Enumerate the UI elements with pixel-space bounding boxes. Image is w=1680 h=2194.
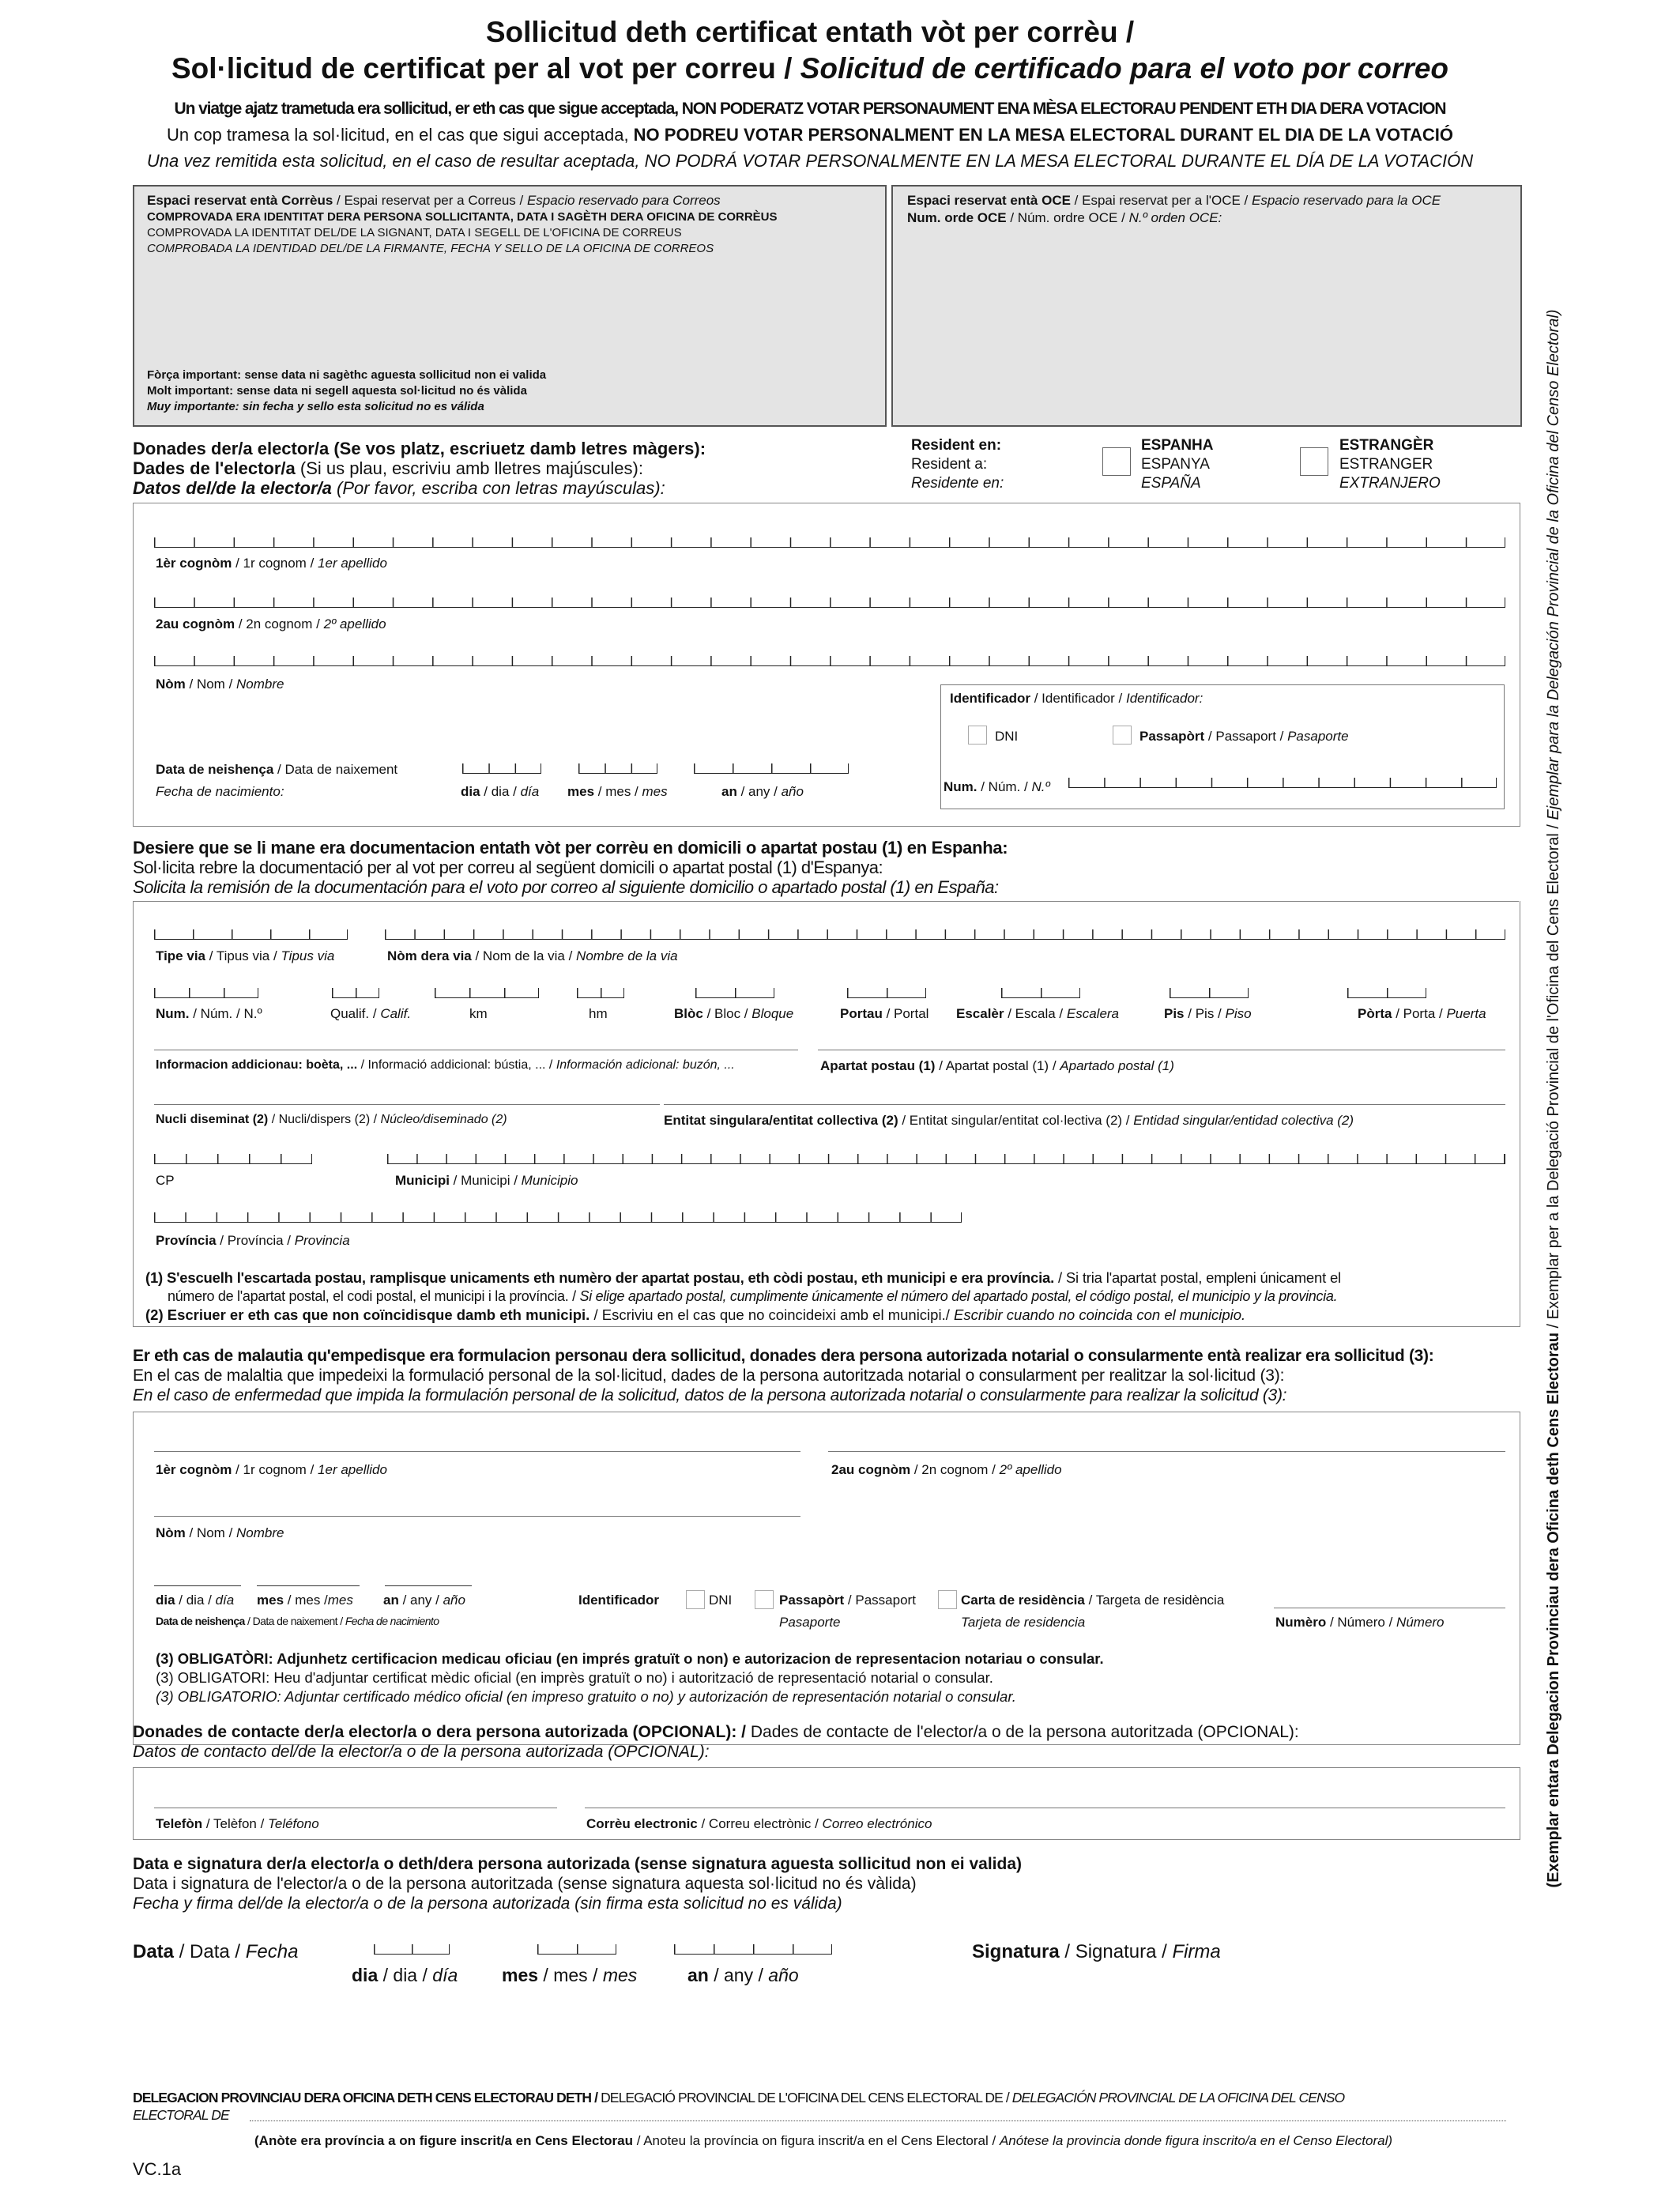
km-label: km bbox=[469, 1006, 488, 1021]
auth-surname1-label: 1èr cognòm / 1r cognom / 1er apellido bbox=[156, 1462, 387, 1477]
signature-heading-oc: Data e signatura der/a elector/a o deth/dera persona autorizada (sense signatura aguesta sollicitud non ei valida) bbox=[133, 1855, 1022, 1873]
entity-label: Entitat singulara/entitat collectiva (2) / Entitat singular/entitat col·lectiva (2) / Entidad singular/entidad colectiva (2) bbox=[664, 1113, 1354, 1128]
auth-dni-checkbox[interactable] bbox=[686, 1590, 705, 1609]
auth-dni-label: DNI bbox=[709, 1593, 733, 1608]
signature-heading-ca: Data i signatura de l'elector/a o de la persona autoritzada (sense signatura aquesta sol·licitud no és vàlida) bbox=[133, 1875, 917, 1893]
warning-es: Una vez remitida esta solicitud, en el caso de resultar aceptada, NO PODRÁ VOTAR PERSONALMENTE EN LA MESA ELECTORAL DURANTE EL DÍA DE LA VOTACIÓN bbox=[146, 151, 1474, 171]
id-dni-checkbox[interactable] bbox=[968, 726, 987, 745]
address-heading-es: Solicita la remisión de la documentación para el voto por correo al siguiente domicilio o apartado postal (1) en España: bbox=[133, 877, 999, 897]
dob-year-label: an / any / año bbox=[721, 784, 804, 799]
warning-oc: Un viatge ajatz trametuda era sollicitud, er eth cas que sigue acceptada, NON PODERATZ VOTAR PERSONAUMENT ENA MÈSA ELECTORAU PENDENT ETH DIA DERA VOTACION bbox=[174, 100, 1446, 118]
auth-id-number-label: Numèro / Número / Número bbox=[1275, 1615, 1445, 1630]
dob-day-label: dia / dia / día bbox=[461, 784, 540, 799]
resident-abroad-label: ESTRANGÈR ESTRANGER EXTRANJERO bbox=[1339, 437, 1441, 492]
auth-dob-label: Data de neishença / Data de naixement / Fecha de nacimiento bbox=[156, 1615, 439, 1627]
auth-name-label: Nòm / Nom / Nombre bbox=[156, 1525, 284, 1540]
auth-surname2-label: 2au cognòm / 2n cognom / 2º apellido bbox=[831, 1462, 1062, 1477]
auth-identifier-label: Identificador bbox=[578, 1593, 660, 1608]
side-copy-note: (Exemplar entara Delegacion Provinciau dera Oficina deth Cens Electorau / Exemplar per a la Delegació Provincial de l'Oficina del Cens Electoral / Ejemplar para la Delegación Provincial de la Oficina del Censo Electoral) bbox=[1545, 309, 1562, 1888]
form-code: VC.1a bbox=[133, 2159, 182, 2179]
floor-label: Pis / Pis / Piso bbox=[1164, 1006, 1252, 1021]
warning-ca: Un cop tramesa la sol·licitud, en el cas que sigui acceptada, NO PODREU VOTAR PERSONALMENT EN LA MESA ELECTORAL DURANT EL DIA DE LA VOTACIÓ bbox=[167, 125, 1453, 145]
auth-heading-ca: En el cas de malaltia que impedeixi la formulació personal de la sol·licitud, dades de la persona autoritzada notarial o consularment per realitzar la sol·licitud (3): bbox=[133, 1367, 1285, 1385]
obligatory-note-es: (3) OBLIGATORIO: Adjuntar certificado médico oficial (en impreso gratuito o no) y autorización de representación notarial o consular. bbox=[156, 1688, 1016, 1705]
form-title-line2: Sol·licitud de certificat per al vot per correu / Solicitud de certificado para el voto por correo bbox=[171, 52, 1449, 85]
footer-province-note: (Anòte era província a on figure inscrit/a en Cens Electorau / Anoteu la província on figura inscrit/a en el Cens Electoral / Anótese la provincia donde figura inscrito/a en el Censo Electoral) bbox=[254, 2133, 1393, 2148]
oce-box-header: Espaci reservat entà OCE / Espai reservat per a l'OCE / Espacio reservado para la OCE bbox=[907, 193, 1441, 208]
signature-label: Signatura / Signatura / Firma bbox=[972, 1941, 1221, 1962]
id-passport-label: Passapòrt / Passaport / Pasaporte bbox=[1139, 729, 1349, 744]
sign-day-label: dia / dia / día bbox=[352, 1965, 458, 1985]
correus-box-l2: COMPROVADA LA IDENTITAT DEL/DE LA SIGNANT, DATA I SEGELL DE L'OFICINA DE CORREUS bbox=[147, 226, 682, 239]
elector-surname2-field[interactable] bbox=[154, 591, 1505, 608]
address-box-sides bbox=[133, 901, 1520, 1327]
elector-surname2-label: 2au cognòm / 2n cognom / 2º apellido bbox=[156, 616, 386, 631]
municipality-label: Municipi / Municipi / Municipio bbox=[395, 1173, 578, 1188]
email-label: Corrèu electronic / Correu electrònic / Correo electrónico bbox=[586, 1816, 932, 1831]
auth-passport-checkbox[interactable] bbox=[755, 1590, 774, 1609]
elector-heading-oc: Donades der/a elector/a (Se vos platz, escriuetz damb letres màgers): bbox=[133, 439, 706, 458]
province-label: Província / Província / Provincia bbox=[156, 1233, 350, 1248]
street-number-label: Num. / Núm. / N.º bbox=[156, 1006, 262, 1021]
footer-delegation-cont: ELECTORAL DE bbox=[133, 2107, 229, 2123]
hm-label: hm bbox=[589, 1006, 608, 1021]
sign-year-label: an / any / año bbox=[687, 1965, 799, 1985]
dob-month-label: mes / mes / mes bbox=[567, 784, 668, 799]
po-box-label: Apartat postau (1) / Apartat postal (1) / Apartado postal (1) bbox=[820, 1058, 1174, 1073]
signature-heading-es: Fecha y firma del/de la elector/a o de la persona autorizada (sin firma esta solicitud no es válida) bbox=[133, 1894, 842, 1913]
obligatory-note-oc: (3) OBLIGATÒRI: Adjunhetz certificacion medicau oficiau (en imprés gratuït o non) e autorizacion de representacion notariau o consular. bbox=[156, 1650, 1104, 1667]
form-title-line1: Sollicitud deth certificat entath vòt per corrèu / bbox=[485, 16, 1135, 48]
auth-surname1-field[interactable] bbox=[154, 1451, 800, 1452]
auth-passport-label-es: Pasaporte bbox=[779, 1615, 841, 1630]
phone-label: Telefòn / Telèfon / Teléfono bbox=[156, 1816, 319, 1831]
correus-box-l1: COMPROVADA ERA IDENTITAT DERA PERSONA SOLLICITANTA, DATA I SAGÈTH DERA OFICINA DE CORRÈUS bbox=[147, 210, 778, 224]
address-heading-oc: Desiere que se li mane era documentacion entath vòt per corrèu en domicili o apartat postau (1) en Espanha: bbox=[133, 838, 1008, 858]
signature-area[interactable] bbox=[972, 1928, 1501, 2015]
elector-heading-es: Datos del/de la elector/a (Por favor, escriba con letras mayúsculas): bbox=[133, 478, 665, 498]
auth-dob-year-field[interactable] bbox=[385, 1585, 472, 1586]
note-1-cont: número de l'apartat postal, el codi postal, el municipi i la província. / Si elige apartado postal, cumplimente únicamente el número del apartado postal, el código postal, el municipio y la provincia. bbox=[168, 1288, 1338, 1304]
auth-residence-card-label-es: Tarjeta de residencia bbox=[961, 1615, 1086, 1630]
id-passport-checkbox[interactable] bbox=[1113, 726, 1132, 745]
portal-label: Portau / Portal bbox=[840, 1006, 929, 1021]
resident-label: Resident en: Resident a: Residente en: bbox=[911, 437, 1004, 492]
resident-abroad-checkbox[interactable] bbox=[1300, 447, 1328, 476]
auth-dob-month-field[interactable] bbox=[257, 1585, 360, 1586]
sign-year-field[interactable] bbox=[674, 1938, 832, 1955]
note-2: (2) Escriuer er eth cas que non coïncidisque damb eth municipi. / Escriviu en el cas que no coincideixi amb el municipi./ Escribir cuando no coincida con el municipio. bbox=[145, 1306, 1246, 1323]
correus-box-header: Espaci reservat entà Corrèus / Espai reservat per a Correus / Espacio reservado para Correos bbox=[147, 193, 721, 208]
postal-code-label: CP bbox=[156, 1173, 175, 1188]
elector-surname1-field[interactable] bbox=[154, 531, 1505, 548]
bloc-label: Blòc / Bloc / Bloque bbox=[674, 1006, 794, 1021]
auth-name-field[interactable] bbox=[154, 1516, 800, 1517]
identifier-label: Identificador / Identificador / Identificador: bbox=[950, 691, 1203, 706]
sign-day-field[interactable] bbox=[374, 1938, 450, 1955]
correus-box-f2: Molt important: sense data ni segell aquesta sol·licitud no és vàlida bbox=[147, 384, 527, 398]
auth-residence-card-label: Carta de residència / Targeta de residència bbox=[961, 1593, 1225, 1608]
elector-surname1-label: 1èr cognòm / 1r cognom / 1er apellido bbox=[156, 556, 387, 571]
id-number-label: Num. / Núm. / N.º bbox=[944, 779, 1050, 794]
auth-heading-es: En el caso de enfermedad que impida la formulación personal de la solicitud, datos de la persona autorizada notarial o consularmente para realizar la solicitud (3): bbox=[133, 1386, 1287, 1404]
sign-date-label: Data / Data / Fecha bbox=[133, 1941, 299, 1962]
auth-residence-card-checkbox[interactable] bbox=[938, 1590, 957, 1609]
obligatory-note-ca: (3) OBLIGATORI: Heu d'adjuntar certificat mèdic oficial (en imprès gratuït o no) i autorització de representació notarial o consular. bbox=[156, 1669, 993, 1686]
id-dni-label: DNI bbox=[995, 729, 1019, 744]
auth-passport-label: Passapòrt / Passaport bbox=[779, 1593, 916, 1608]
dob-label-es: Fecha de nacimiento: bbox=[156, 784, 284, 799]
correus-box-l3: COMPROBADA LA IDENTIDAD DEL/DE LA FIRMANTE, FECHA Y SELLO DE LA OFICINA DE CORREOS bbox=[147, 242, 714, 255]
elector-heading-ca: Dades de l'elector/a (Si us plau, escriviu amb lletres majúscules): bbox=[133, 458, 643, 478]
elector-name-label: Nòm / Nom / Nombre bbox=[156, 677, 284, 692]
sign-month-label: mes / mes / mes bbox=[502, 1965, 638, 1985]
elector-name-field[interactable] bbox=[154, 650, 1505, 666]
contact-heading-es: Datos de contacto del/de la elector/a o de la persona autorizada (OPCIONAL): bbox=[133, 1743, 710, 1761]
nucleus-label: Nucli diseminat (2) / Nucli/dispers (2) / Núcleo/diseminado (2) bbox=[156, 1113, 507, 1126]
auth-dob-year-label: an / any / año bbox=[383, 1593, 465, 1608]
auth-surname2-field[interactable] bbox=[828, 1451, 1505, 1452]
resident-spain-label: ESPANHA ESPANYA ESPAÑA bbox=[1141, 437, 1214, 492]
dob-label: Data de neishença / Data de naixement bbox=[156, 762, 398, 777]
qualifier-label: Qualif. / Calif. bbox=[330, 1006, 412, 1021]
additional-info-label: Informacion addicionau: boèta, ... / Informació addicional: bústia, ... / Información adicional: buzón, ... bbox=[156, 1058, 735, 1072]
auth-dob-day-label: dia / dia / día bbox=[156, 1593, 235, 1608]
footer-delegation: DELEGACION PROVINCIAU DERA OFICINA DETH CENS ELECTORAU DETH / DELEGACIÓ PROVINCIAL DE L'OFICINA DEL CENS ELECTORAL DE / DELEGACIÓN PROVINCIAL DE LA OFICINA DEL CENSO bbox=[133, 2090, 1345, 2105]
street-name-label: Nòm dera via / Nom de la via / Nombre de la via bbox=[387, 948, 678, 963]
door-label: Pòrta / Porta / Puerta bbox=[1358, 1006, 1486, 1021]
dob-day-field[interactable] bbox=[462, 757, 541, 774]
street-type-label: Tipe via / Tipus via / Tipus via bbox=[156, 948, 335, 963]
oce-order-number: Num. orde OCE / Núm. ordre OCE / N.º orden OCE: bbox=[907, 210, 1222, 225]
address-heading-ca: Sol·licita rebre la documentació per al vot per correu al següent domicili o apartat postal (1) d'Espanya: bbox=[133, 858, 883, 877]
dob-year-field[interactable] bbox=[694, 757, 849, 774]
dob-month-field[interactable] bbox=[578, 757, 657, 774]
correus-box-f3: Muy importante: sin fecha y sello esta solicitud no es válida bbox=[147, 400, 484, 413]
auth-heading-oc: Er eth cas de malautia qu'empedisque era formulacion personau dera sollicitud, donades dera persona autorizada notarial o consularmente entà realizar era sollicitud (3): bbox=[133, 1347, 1434, 1365]
footer-province-field[interactable] bbox=[250, 2120, 1506, 2121]
contact-heading-oc-ca: Donades de contacte der/a elector/a o dera persona autorizada (OPCIONAL): / Dades de contacte de l'elector/a o de la persona autoritzada (OPCIONAL): bbox=[133, 1723, 1299, 1741]
resident-spain-checkbox[interactable] bbox=[1102, 447, 1131, 476]
stair-label: Escalèr / Escala / Escalera bbox=[956, 1006, 1120, 1021]
auth-dob-day-field[interactable] bbox=[154, 1585, 241, 1586]
note-1: (1) S'escuelh l'escartada postau, ramplisque unicaments eth numèro der apartat postau, eth còdi postau, eth municipi e era província. / Si tria l'apartat postal, empleni únicament el bbox=[145, 1269, 1341, 1286]
correus-box-f1: Fòrça important: sense data ni sagèthc aguesta sollicitud non ei valida bbox=[147, 368, 547, 382]
id-number-field[interactable] bbox=[1068, 771, 1497, 788]
sign-month-field[interactable] bbox=[537, 1938, 616, 1955]
auth-dob-month-label: mes / mes /mes bbox=[257, 1593, 353, 1608]
